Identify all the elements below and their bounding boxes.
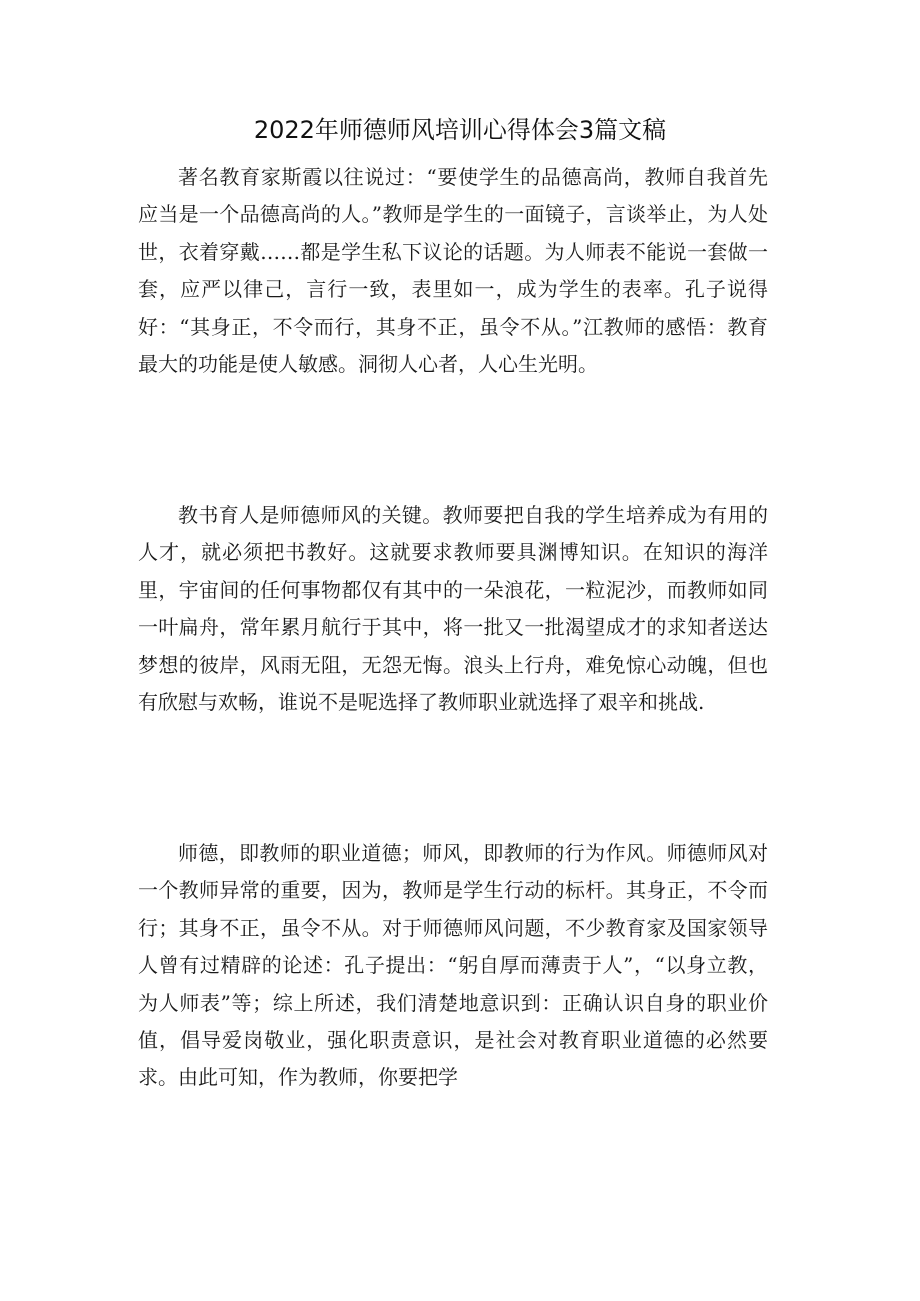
document-title: 2022年师德师风培训心得体会3篇文稿 — [253, 116, 667, 144]
paragraph-2: 教书育人是师德师风的关键。教师要把自我的学生培养成为有用的人才，就必须把书教好。这就要求教师要具渊博知识。在知识的海洋里，宇宙间的任何事物都仅有其中的一朵浪花，一粒泥沙，而教师如同一叶扁舟，常年累月航行于其中，将一批又一批渴望成才的求知者送达梦想的彼岸，风雨无阻，无怨无悔。浪头上行舟，难免惊心动魄，但也有欣慰与欢畅，谁说不是呢选择了教师职业就选择了艰辛和挑战. — [138, 503, 768, 715]
paragraph-3: 师德，即教师的职业道德；师风，即教师的行为作风。师德师风对一个教师异常的重要，因为，教师是学生行动的标杆。其身正，不令而行；其身不正，虽令不从。对于师德师风问题，不少教育家及国家领导人曾有过精辟的论述：孔子提出：“躬自厚而薄责于人”，“以身立教，为人师表”等；综上所述，我们清楚地意识到：正确认识自身的职业价值，倡导爱岗敬业，强化职责意识，是社会对教育职业道德的必然要求。由此可知，作为教师，你要把学 — [138, 841, 768, 1090]
paragraph-1: 著名教育家斯霞以往说过：“要使学生的品德高尚，教师自我首先应当是一个品德高尚的人。”教师是学生的一面镜子，言谈举止，为人处世，衣着穿戴……都是学生私下议论的话题。为人师表不能说一套做一套，应严以律己，言行一致，表里如一，成为学生的表率。孔子说得好：“其身正，不令而行，其身不正，虽令不从。”江教师的感悟：教育最大的功能是使人敏感。洞彻人心者，人心生光明。 — [138, 165, 768, 377]
